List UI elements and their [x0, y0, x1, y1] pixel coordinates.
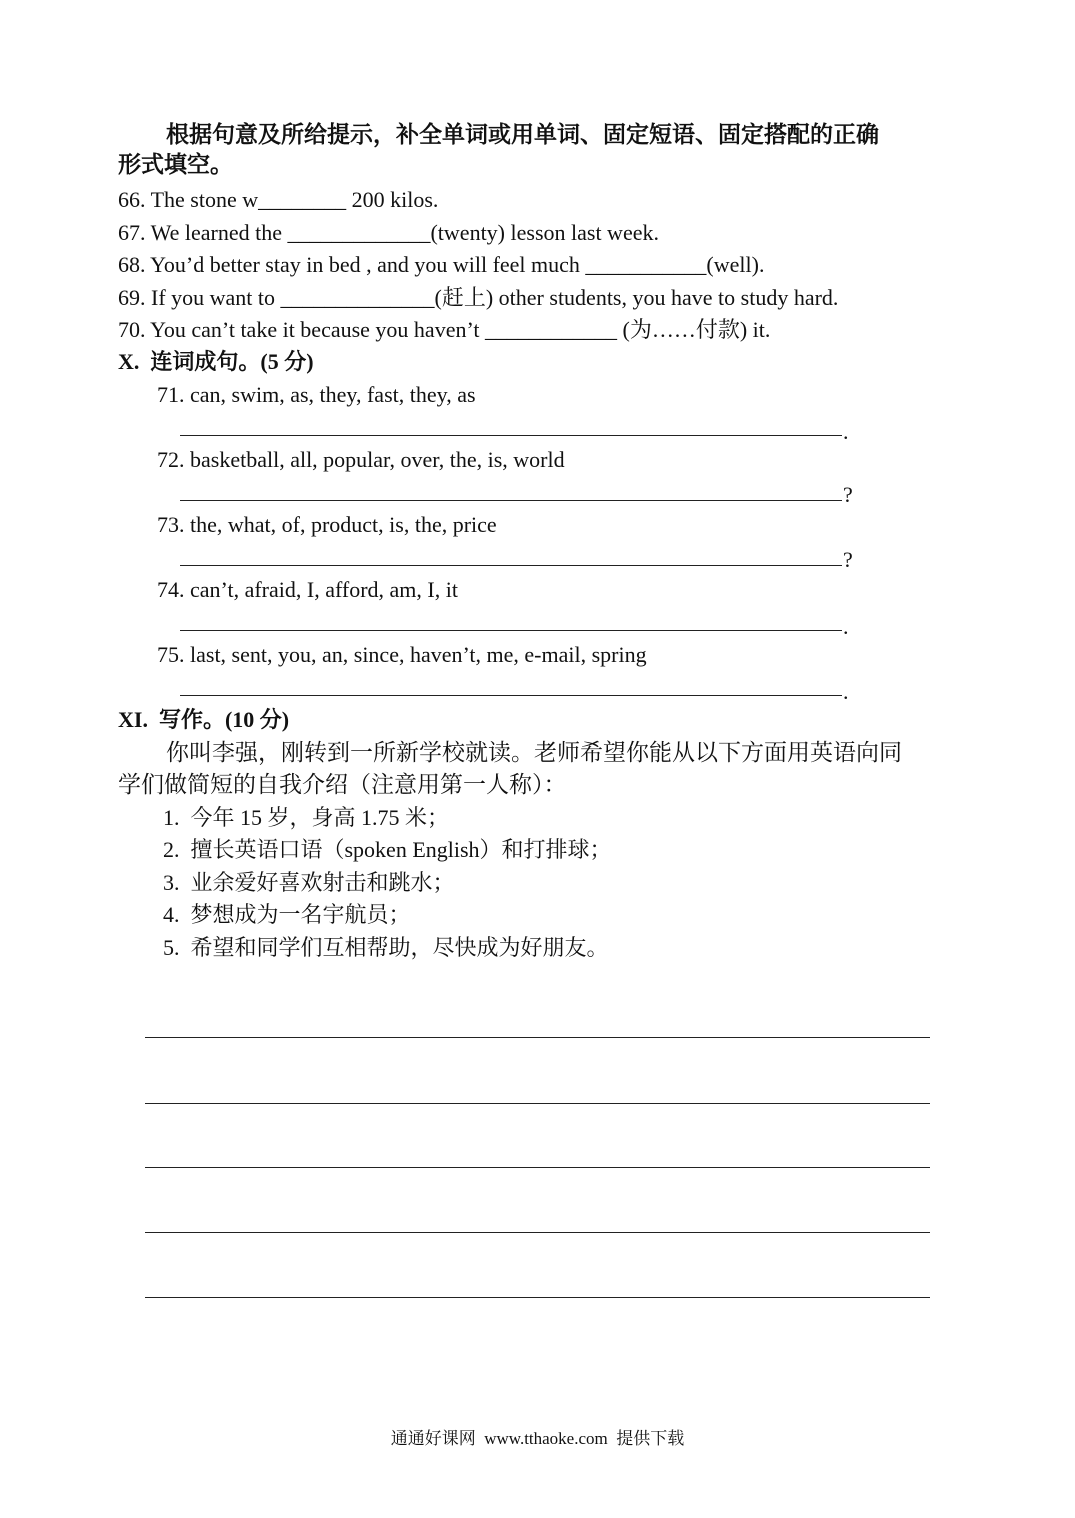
question-70: 70. You can’t take it because you haven’t ____________ (为……付款) it. [118, 317, 771, 342]
question-67: 67. We learned the _____________(twenty) lesson last week. [118, 220, 659, 245]
writing-point-5: 5. 希望和同学们互相帮助，尽快成为好朋友。 [163, 935, 609, 960]
question-72-prompt: 72. basketball, all, popular, over, the, is, world [157, 447, 565, 472]
answer-line-72[interactable] [180, 500, 842, 501]
section-ix-instruction-line2: 形式填空。 [118, 152, 233, 177]
section-xi-title: XI. 写作。(10 分) [118, 707, 290, 732]
page-footer: 通通好课网 www.tthaoke.com 提供下载 [390, 1429, 685, 1448]
writing-line-1[interactable] [145, 1037, 930, 1038]
answer-line-71[interactable] [180, 435, 842, 436]
question-69: 69. If you want to ______________(赶上) other students, you have to study hard. [118, 285, 839, 310]
answer-end-74: . [843, 614, 849, 639]
writing-line-4[interactable] [145, 1232, 930, 1233]
section-ix-instruction-line1: 根据句意及所给提示，补全单词或用单词、固定短语、固定搭配的正确 [166, 122, 879, 147]
answer-line-74[interactable] [180, 630, 842, 631]
question-68: 68. You’d better stay in bed , and you will feel much ___________(well). [118, 252, 765, 277]
question-66: 66. The stone w________ 200 kilos. [118, 187, 439, 212]
writing-line-3[interactable] [145, 1167, 930, 1168]
answer-end-73: ? [843, 547, 853, 572]
answer-end-75: . [843, 679, 849, 704]
answer-line-75[interactable] [180, 695, 842, 696]
answer-end-72: ? [843, 482, 853, 507]
question-75-prompt: 75. last, sent, you, an, since, haven’t, me, e-mail, spring [157, 642, 647, 667]
writing-point-4: 4. 梦想成为一名宇航员； [163, 902, 411, 927]
question-73-prompt: 73. the, what, of, product, is, the, price [157, 512, 497, 537]
section-x-title: X. 连词成句。(5 分) [118, 349, 314, 374]
answer-end-71: . [843, 419, 849, 444]
writing-point-1: 1. 今年 15 岁，身高 1.75 米； [163, 805, 450, 830]
writing-point-3: 3. 业余爱好喜欢射击和跳水； [163, 870, 455, 895]
writing-line-5[interactable] [145, 1297, 930, 1298]
answer-line-73[interactable] [180, 565, 842, 566]
section-xi-intro-line2: 学们做简短的自我介绍（注意用第一人称）： [118, 772, 567, 797]
question-74-prompt: 74. can’t, afraid, I, afford, am, I, it [157, 577, 458, 602]
question-71-prompt: 71. can, swim, as, they, fast, they, as [157, 382, 476, 407]
writing-line-2[interactable] [145, 1103, 930, 1104]
writing-point-2: 2. 擅长英语口语（spoken English）和打排球； [163, 837, 612, 862]
section-xi-intro-line1: 你叫李强，刚转到一所新学校就读。老师希望你能从以下方面用英语向同 [166, 740, 902, 765]
